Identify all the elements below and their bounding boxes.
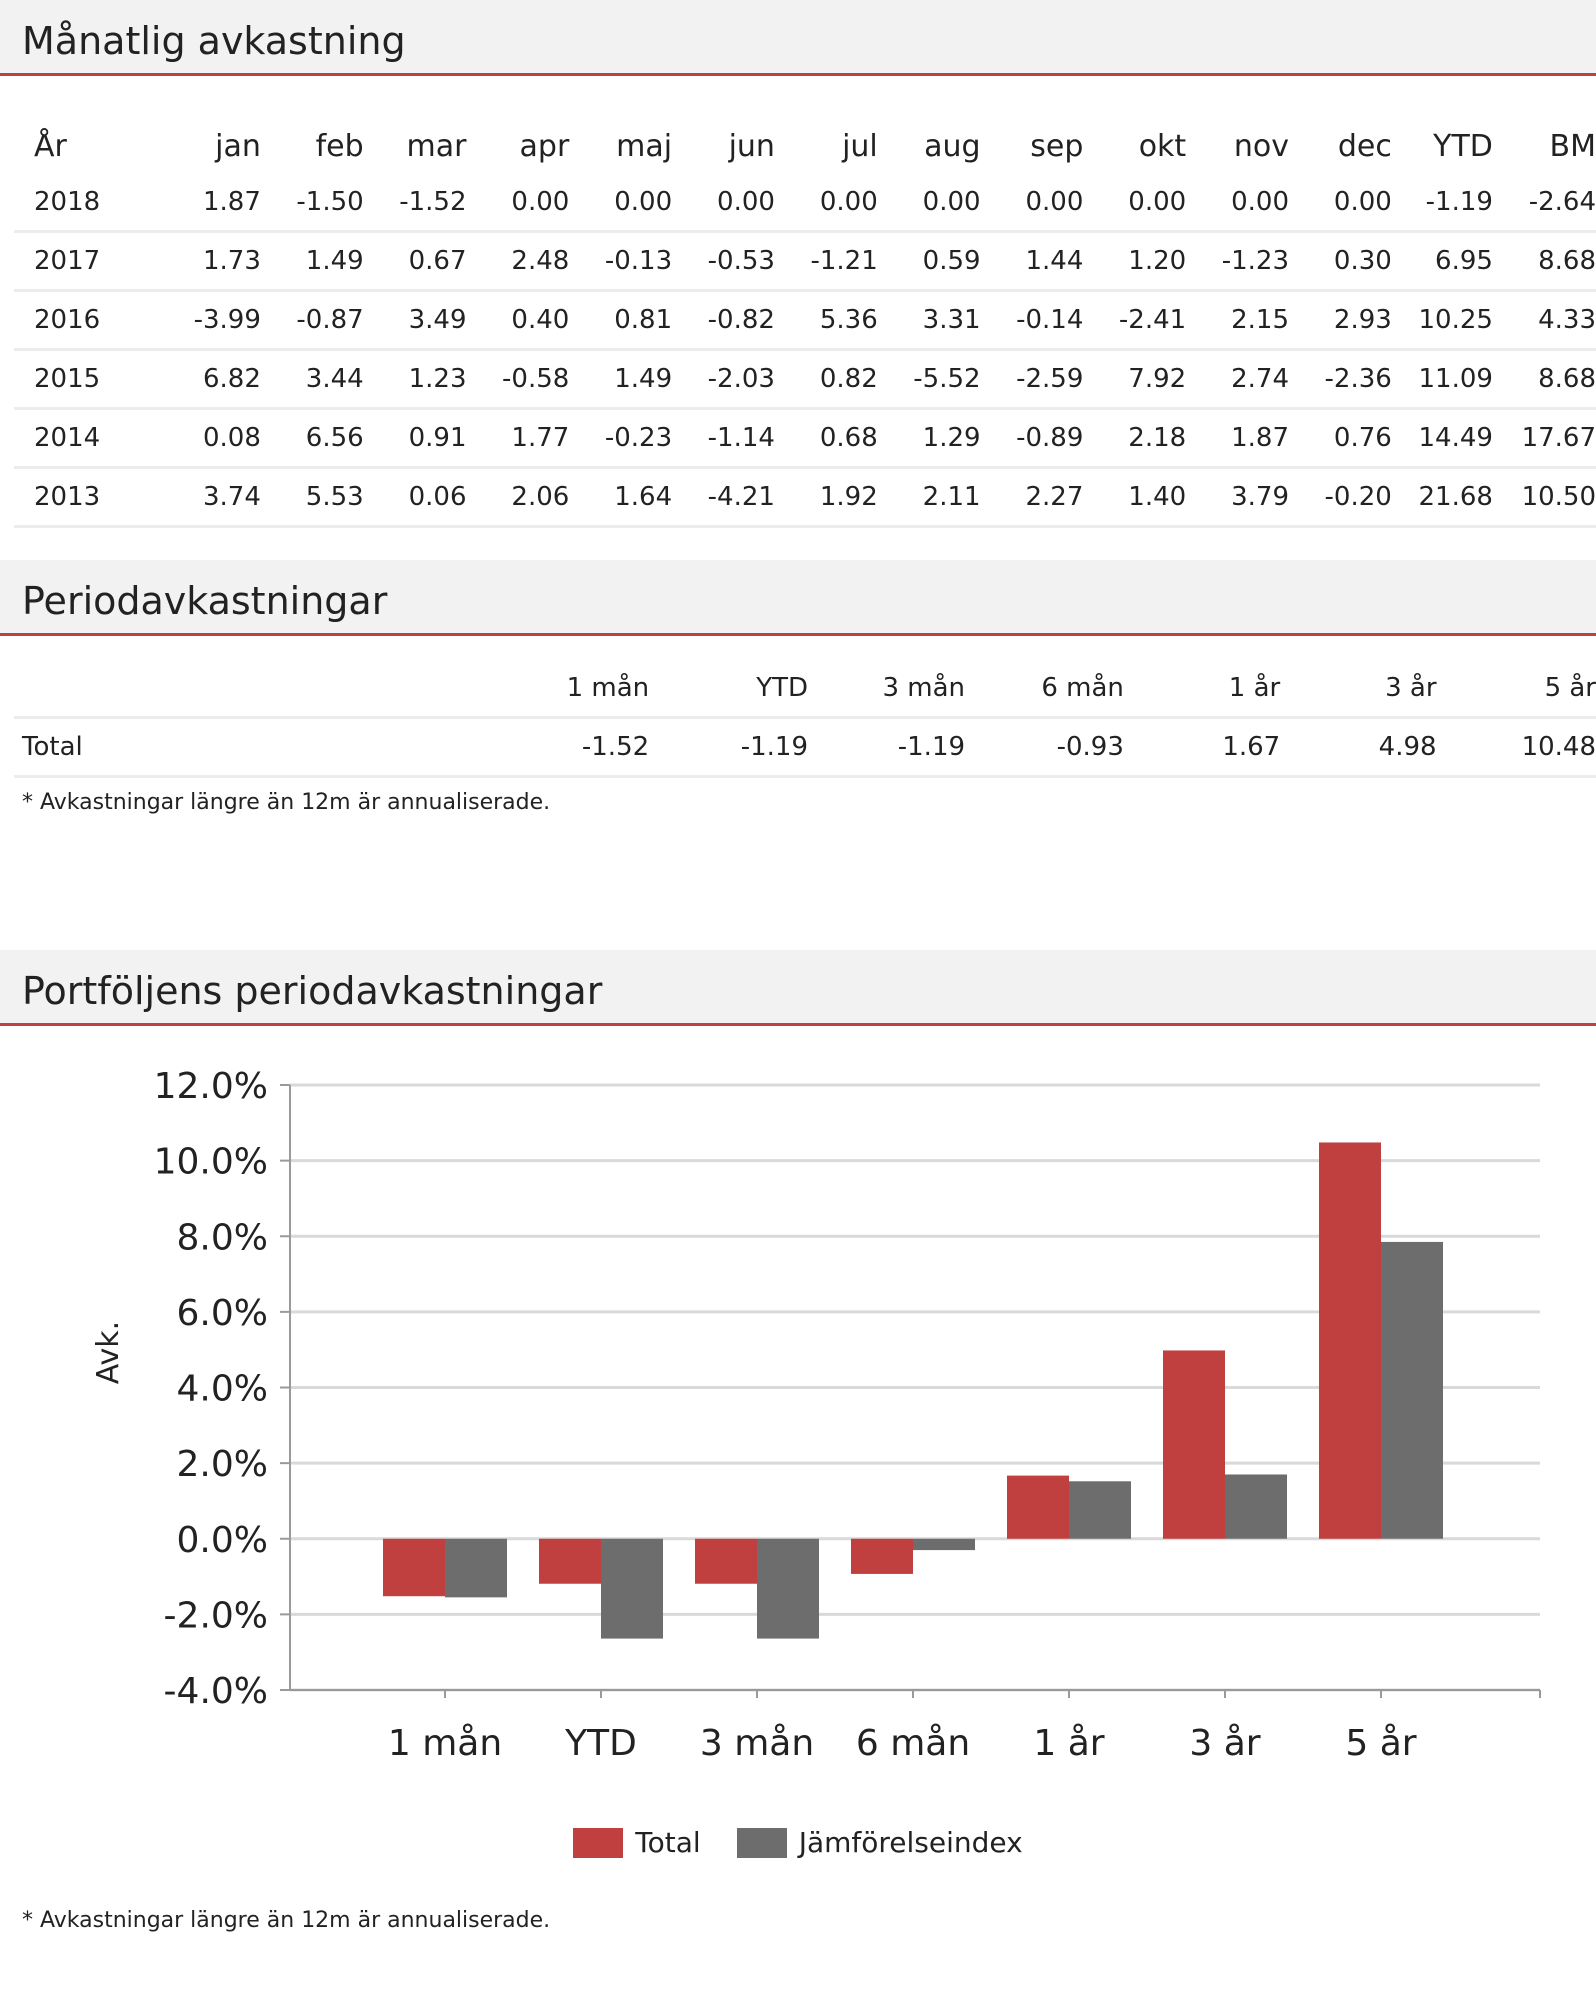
return-cell-ytd: 10.25 <box>1392 291 1493 350</box>
y-axis-label: Avk. <box>91 1320 126 1385</box>
return-cell-aug: 3.31 <box>878 291 981 350</box>
return-cell-jan: 1.87 <box>156 174 261 232</box>
period-value-cell: 10.48 <box>1437 718 1596 777</box>
x-tick-label: 1 år <box>1033 1723 1105 1764</box>
y-tick-label: 8.0% <box>176 1217 268 1259</box>
bar-jamforelseindex <box>1069 1481 1131 1538</box>
return-cell-jun: -0.82 <box>672 291 775 350</box>
period-col-header-6man: 6 mån <box>965 660 1124 718</box>
return-cell-aug: 0.00 <box>878 174 981 232</box>
return-cell-ytd: 6.95 <box>1392 232 1493 291</box>
x-tick-label: YTD <box>565 1723 637 1764</box>
monthly-table-body <box>14 174 1596 527</box>
return-cell-jul: 1.92 <box>775 468 878 527</box>
bar-total <box>383 1539 445 1596</box>
return-cell-apr: -0.58 <box>467 350 570 409</box>
y-tick-label: -2.0% <box>163 1595 268 1637</box>
bar-total <box>1163 1350 1225 1538</box>
col-header-feb: feb <box>315 128 364 164</box>
col-header-year: År <box>34 128 67 164</box>
bar-jamforelseindex <box>1381 1242 1443 1539</box>
return-cell-jun: -1.14 <box>672 409 775 468</box>
year-cell: 2017 <box>14 232 156 291</box>
bar-jamforelseindex <box>1225 1474 1287 1538</box>
period-section-title: Periodavkastningar <box>22 579 388 623</box>
return-cell-aug: -5.52 <box>878 350 981 409</box>
return-cell-bm: -2.64 <box>1493 174 1596 232</box>
col-header-apr: apr <box>519 128 570 164</box>
return-cell-nov: 1.87 <box>1186 409 1289 468</box>
return-cell-jul: 5.36 <box>775 291 878 350</box>
monthly-row-2016 <box>14 291 1596 350</box>
return-cell-feb: -0.87 <box>261 291 364 350</box>
period-value-cell: -1.19 <box>649 718 808 777</box>
col-header-bm: BM <box>1549 128 1596 164</box>
return-cell-nov: 3.79 <box>1186 468 1289 527</box>
bar-jamforelseindex <box>913 1539 975 1550</box>
period-value-cell: 4.98 <box>1280 718 1436 777</box>
period-row-label: Total <box>14 718 492 777</box>
return-cell-apr: 2.06 <box>467 468 570 527</box>
return-cell-bm: 10.50 <box>1493 468 1596 527</box>
return-cell-nov: 2.15 <box>1186 291 1289 350</box>
return-cell-okt: 1.20 <box>1083 232 1186 291</box>
return-cell-feb: 6.56 <box>261 409 364 468</box>
bar-total <box>1319 1142 1381 1538</box>
return-cell-sep: 0.00 <box>981 174 1084 232</box>
period-col-header-5ar: 5 år <box>1437 660 1596 718</box>
return-cell-nov: 2.74 <box>1186 350 1289 409</box>
return-cell-bm: 8.68 <box>1493 350 1596 409</box>
monthly-row-2018 <box>14 174 1596 232</box>
x-tick-label: 3 mån <box>699 1723 815 1764</box>
monthly-section-title: Månatlig avkastning <box>22 19 406 63</box>
return-cell-mar: -1.52 <box>364 174 467 232</box>
bar-jamforelseindex <box>445 1539 507 1598</box>
return-cell-jan: 3.74 <box>156 468 261 527</box>
col-header-sep: sep <box>1030 128 1084 164</box>
y-tick-label: -4.0% <box>163 1671 268 1712</box>
period-value-cell: 1.67 <box>1124 718 1280 777</box>
return-cell-okt: 7.92 <box>1083 350 1186 409</box>
return-cell-dec: -2.36 <box>1289 350 1392 409</box>
return-cell-dec: -0.20 <box>1289 468 1392 527</box>
monthly-section-header <box>0 0 1596 76</box>
return-cell-ytd: 14.49 <box>1392 409 1493 468</box>
return-cell-okt: -2.41 <box>1083 291 1186 350</box>
return-cell-dec: 0.30 <box>1289 232 1392 291</box>
return-cell-jun: 0.00 <box>672 174 775 232</box>
monthly-returns-table <box>14 118 1596 528</box>
return-cell-jan: 0.08 <box>156 409 261 468</box>
col-header-ytd: YTD <box>1433 128 1493 164</box>
y-tick-label: 0.0% <box>176 1519 268 1561</box>
return-cell-sep: -0.14 <box>981 291 1084 350</box>
y-tick-label: 10.0% <box>153 1141 268 1183</box>
col-header-mar: mar <box>406 128 467 164</box>
return-cell-mar: 1.23 <box>364 350 467 409</box>
legend-swatch <box>737 1828 787 1858</box>
return-cell-jan: 1.73 <box>156 232 261 291</box>
return-cell-jan: 6.82 <box>156 350 261 409</box>
year-cell: 2013 <box>14 468 156 527</box>
return-cell-jun: -0.53 <box>672 232 775 291</box>
bar-jamforelseindex <box>757 1539 819 1639</box>
return-cell-dec: 2.93 <box>1289 291 1392 350</box>
y-tick-label: 4.0% <box>176 1368 268 1410</box>
year-cell: 2018 <box>14 174 156 232</box>
bar-total <box>851 1539 913 1574</box>
col-header-aug: aug <box>924 128 981 164</box>
period-row-total <box>14 718 1596 777</box>
return-cell-aug: 0.59 <box>878 232 981 291</box>
return-cell-okt: 1.40 <box>1083 468 1186 527</box>
legend-label: Jämförelseindex <box>798 1826 1023 1859</box>
period-value-cell: -1.52 <box>492 718 649 777</box>
return-cell-maj: -0.23 <box>569 409 672 468</box>
return-cell-dec: 0.00 <box>1289 174 1392 232</box>
return-cell-bm: 8.68 <box>1493 232 1596 291</box>
portfolio-footnote: * Avkastningar längre än 12m är annualiserade. <box>22 1908 551 1933</box>
period-col-header-3ar: 3 år <box>1280 660 1436 718</box>
return-cell-apr: 1.77 <box>467 409 570 468</box>
bar-total <box>695 1539 757 1584</box>
y-tick-label: 6.0% <box>176 1292 268 1334</box>
monthly-row-2013 <box>14 468 1596 527</box>
monthly-header-row <box>14 118 1596 174</box>
period-col-header-label <box>14 660 492 718</box>
x-tick-label: 3 år <box>1189 1723 1261 1764</box>
return-cell-dec: 0.76 <box>1289 409 1392 468</box>
return-cell-sep: -0.89 <box>981 409 1084 468</box>
col-header-jan: jan <box>215 128 261 164</box>
return-cell-maj: 1.49 <box>569 350 672 409</box>
legend-item-total <box>573 1826 700 1859</box>
year-cell: 2014 <box>14 409 156 468</box>
year-cell: 2016 <box>14 291 156 350</box>
y-tick-label: 2.0% <box>176 1444 268 1486</box>
return-cell-bm: 4.33 <box>1493 291 1596 350</box>
col-header-okt: okt <box>1138 128 1187 164</box>
period-value-cell: -1.19 <box>808 718 965 777</box>
return-cell-nov: 0.00 <box>1186 174 1289 232</box>
return-cell-sep: 2.27 <box>981 468 1084 527</box>
return-cell-jul: 0.00 <box>775 174 878 232</box>
col-header-dec: dec <box>1337 128 1392 164</box>
return-cell-feb: -1.50 <box>261 174 364 232</box>
return-cell-okt: 2.18 <box>1083 409 1186 468</box>
monthly-row-2017 <box>14 232 1596 291</box>
period-section-header <box>0 560 1596 636</box>
period-col-header-1man: 1 mån <box>492 660 649 718</box>
col-header-jun: jun <box>728 128 775 164</box>
return-cell-aug: 2.11 <box>878 468 981 527</box>
y-tick-label: 12.0% <box>153 1066 268 1107</box>
return-cell-maj: 0.81 <box>569 291 672 350</box>
x-tick-label: 6 mån <box>855 1723 971 1764</box>
return-cell-jun: -2.03 <box>672 350 775 409</box>
year-cell: 2015 <box>14 350 156 409</box>
return-cell-ytd: 11.09 <box>1392 350 1493 409</box>
return-cell-apr: 0.40 <box>467 291 570 350</box>
return-cell-mar: 0.67 <box>364 232 467 291</box>
return-cell-jul: 0.68 <box>775 409 878 468</box>
return-cell-sep: 1.44 <box>981 232 1084 291</box>
return-cell-feb: 3.44 <box>261 350 364 409</box>
return-cell-apr: 0.00 <box>467 174 570 232</box>
x-tick-label: 1 mån <box>387 1723 503 1764</box>
return-cell-ytd: 21.68 <box>1392 468 1493 527</box>
return-cell-jul: -1.21 <box>775 232 878 291</box>
portfolio-section-header <box>0 950 1596 1026</box>
legend-label: Total <box>635 1826 701 1859</box>
return-cell-nov: -1.23 <box>1186 232 1289 291</box>
period-footnote: * Avkastningar längre än 12m är annualiserade. <box>22 790 551 815</box>
bar-jamforelseindex <box>601 1539 663 1639</box>
col-header-maj: maj <box>616 128 673 164</box>
period-col-header-3man: 3 mån <box>808 660 965 718</box>
col-header-jul: jul <box>842 128 878 164</box>
return-cell-mar: 0.91 <box>364 409 467 468</box>
chart-legend <box>0 1826 1596 1865</box>
return-cell-mar: 3.49 <box>364 291 467 350</box>
return-cell-mar: 0.06 <box>364 468 467 527</box>
return-cell-bm: 17.67 <box>1493 409 1596 468</box>
return-cell-jan: -3.99 <box>156 291 261 350</box>
portfolio-section-title: Portföljens periodavkastningar <box>22 969 603 1013</box>
return-cell-sep: -2.59 <box>981 350 1084 409</box>
return-cell-okt: 0.00 <box>1083 174 1186 232</box>
period-col-header-1ar: 1 år <box>1124 660 1280 718</box>
return-cell-maj: 1.64 <box>569 468 672 527</box>
col-header-nov: nov <box>1233 128 1289 164</box>
monthly-row-2014 <box>14 409 1596 468</box>
return-cell-jun: -4.21 <box>672 468 775 527</box>
return-cell-feb: 5.53 <box>261 468 364 527</box>
return-cell-aug: 1.29 <box>878 409 981 468</box>
legend-swatch <box>573 1828 623 1858</box>
legend-item-jamforelseindex <box>737 1826 1023 1859</box>
monthly-row-2015 <box>14 350 1596 409</box>
period-col-header-ytd: YTD <box>649 660 808 718</box>
return-cell-maj: -0.13 <box>569 232 672 291</box>
return-cell-maj: 0.00 <box>569 174 672 232</box>
return-cell-jul: 0.82 <box>775 350 878 409</box>
period-returns-bar-chart <box>0 1040 1596 1820</box>
bar-total <box>1007 1476 1069 1539</box>
return-cell-feb: 1.49 <box>261 232 364 291</box>
return-cell-ytd: -1.19 <box>1392 174 1493 232</box>
period-returns-table <box>14 660 1596 778</box>
bar-total <box>539 1539 601 1584</box>
period-value-cell: -0.93 <box>965 718 1124 777</box>
period-table-body <box>14 718 1596 777</box>
x-tick-label: 5 år <box>1345 1723 1417 1764</box>
return-cell-apr: 2.48 <box>467 232 570 291</box>
period-header-row <box>14 660 1596 718</box>
